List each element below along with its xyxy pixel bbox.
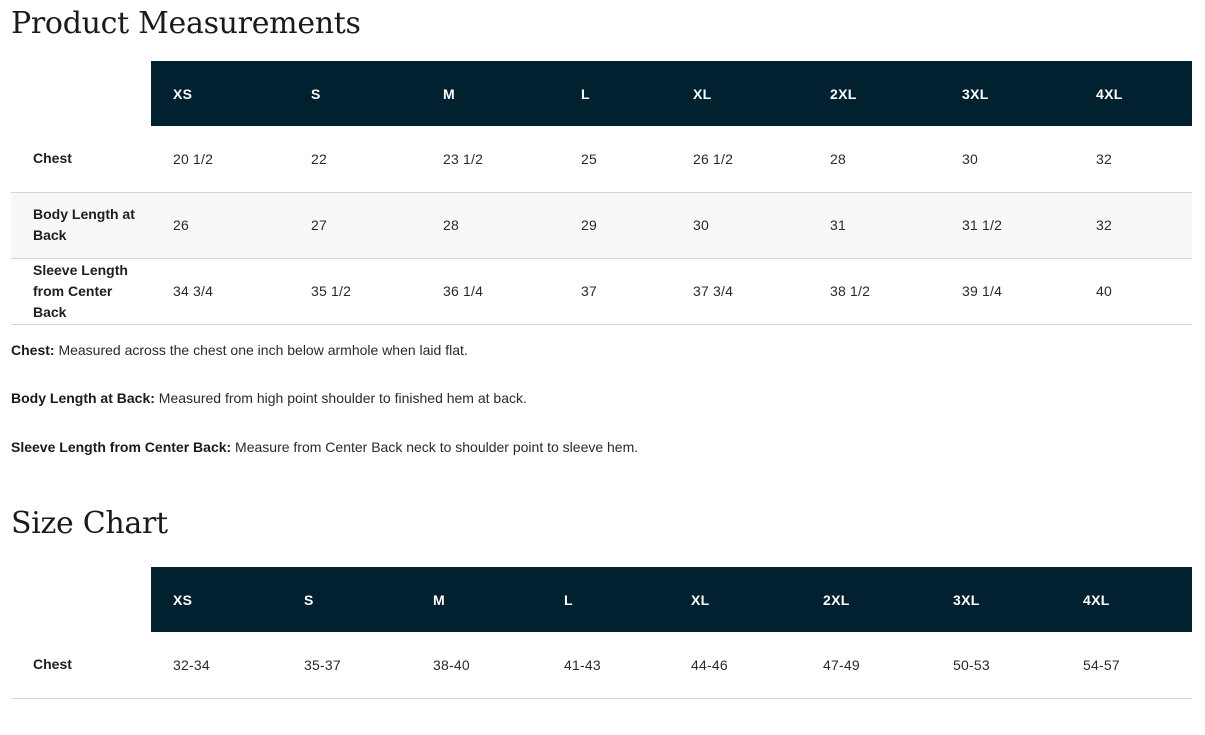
table-cell: 30 <box>693 217 709 233</box>
note-text: Measured across the chest one inch below armhole when laid flat. <box>54 341 468 358</box>
table-cell: 35 1/2 <box>311 283 352 299</box>
size-header-2xl: 2XL <box>801 567 931 632</box>
table-cell: 35-37 <box>304 656 341 673</box>
table-cell: 38-40 <box>433 656 470 673</box>
row-label-chest: Chest <box>33 656 72 673</box>
table-cell: 29 <box>581 217 597 233</box>
table-cell: 50-53 <box>953 656 990 673</box>
table-cell: 32-34 <box>173 656 210 673</box>
table-cell: 32 <box>1096 150 1112 167</box>
table-cell: 31 1/2 <box>962 217 1003 233</box>
size-chart-title: Size Chart <box>11 506 168 541</box>
note-term: Body Length at Back: <box>11 390 155 406</box>
measurements-table <box>11 61 1192 325</box>
table-cell: 39 1/4 <box>962 283 1003 299</box>
table-cell: 26 1/2 <box>693 150 734 167</box>
note-chest <box>11 342 1192 391</box>
page-content <box>11 0 1192 699</box>
size-chart-header-row <box>11 567 1192 632</box>
size-header-l: L <box>559 61 671 126</box>
table-cell: 41-43 <box>564 656 601 673</box>
size-header-xs: XS <box>151 567 282 632</box>
size-header-xs: XS <box>151 61 289 126</box>
table-cell: 40 <box>1096 283 1112 299</box>
table-cell: 37 <box>581 283 597 299</box>
section-spacer <box>11 487 1192 509</box>
table-cell: 23 1/2 <box>443 150 484 167</box>
table-cell: 47-49 <box>823 656 860 673</box>
size-header-m: M <box>421 61 559 126</box>
product-measurements-title: Product Measurements <box>11 6 361 41</box>
table-cell: 27 <box>311 217 327 233</box>
size-header-l: L <box>542 567 669 632</box>
table-cell: 28 <box>443 217 459 233</box>
size-header-s: S <box>282 567 411 632</box>
size-header-4xl: 4XL <box>1074 61 1192 126</box>
table-cell: 25 <box>581 150 597 167</box>
note-term: Chest: <box>11 341 55 358</box>
note-body-length <box>11 390 1192 439</box>
row-label-body-length: Body Length at Back <box>33 206 135 243</box>
table-cell: 38 1/2 <box>830 283 871 299</box>
size-header-4xl: 4XL <box>1061 567 1192 632</box>
table-cell: 37 3/4 <box>693 283 734 299</box>
table-row-body-length <box>11 192 1192 258</box>
table-cell: 32 <box>1096 217 1112 233</box>
table-cell: 34 3/4 <box>173 283 214 299</box>
table-cell: 31 <box>830 217 846 233</box>
measurement-notes <box>11 342 1192 488</box>
size-header-s: S <box>289 61 421 126</box>
size-header-3xl: 3XL <box>931 567 1061 632</box>
table-cell: 36 1/4 <box>443 283 484 299</box>
measurements-header-row <box>11 61 1192 126</box>
size-header-m: M <box>411 567 542 632</box>
table-cell: 44-46 <box>691 656 728 673</box>
note-sleeve-length <box>11 439 1192 488</box>
table-row-chest <box>11 632 1192 698</box>
size-header-2xl: 2XL <box>808 61 940 126</box>
table-row-chest <box>11 126 1192 192</box>
table-cell: 30 <box>962 150 978 167</box>
size-chart-table <box>11 567 1192 699</box>
table-row-sleeve-length <box>11 258 1192 324</box>
table-cell: 28 <box>830 150 846 167</box>
row-label-chest: Chest <box>33 150 72 167</box>
header-corner <box>11 61 151 126</box>
note-text: Measured from high point shoulder to finished hem at back. <box>154 390 527 406</box>
row-label-sleeve-length: Sleeve Length from Center Back <box>33 261 128 320</box>
size-header-3xl: 3XL <box>940 61 1074 126</box>
table-cell: 20 1/2 <box>173 150 214 167</box>
table-cell: 26 <box>173 217 189 233</box>
size-header-xl: XL <box>669 567 801 632</box>
note-text: Measure from Center Back neck to shoulder point to sleeve hem. <box>231 438 639 455</box>
size-header-xl: XL <box>671 61 808 126</box>
table-cell: 54-57 <box>1083 656 1120 673</box>
note-term: Sleeve Length from Center Back: <box>11 438 232 455</box>
header-corner <box>11 567 151 632</box>
table-cell: 22 <box>311 150 327 167</box>
